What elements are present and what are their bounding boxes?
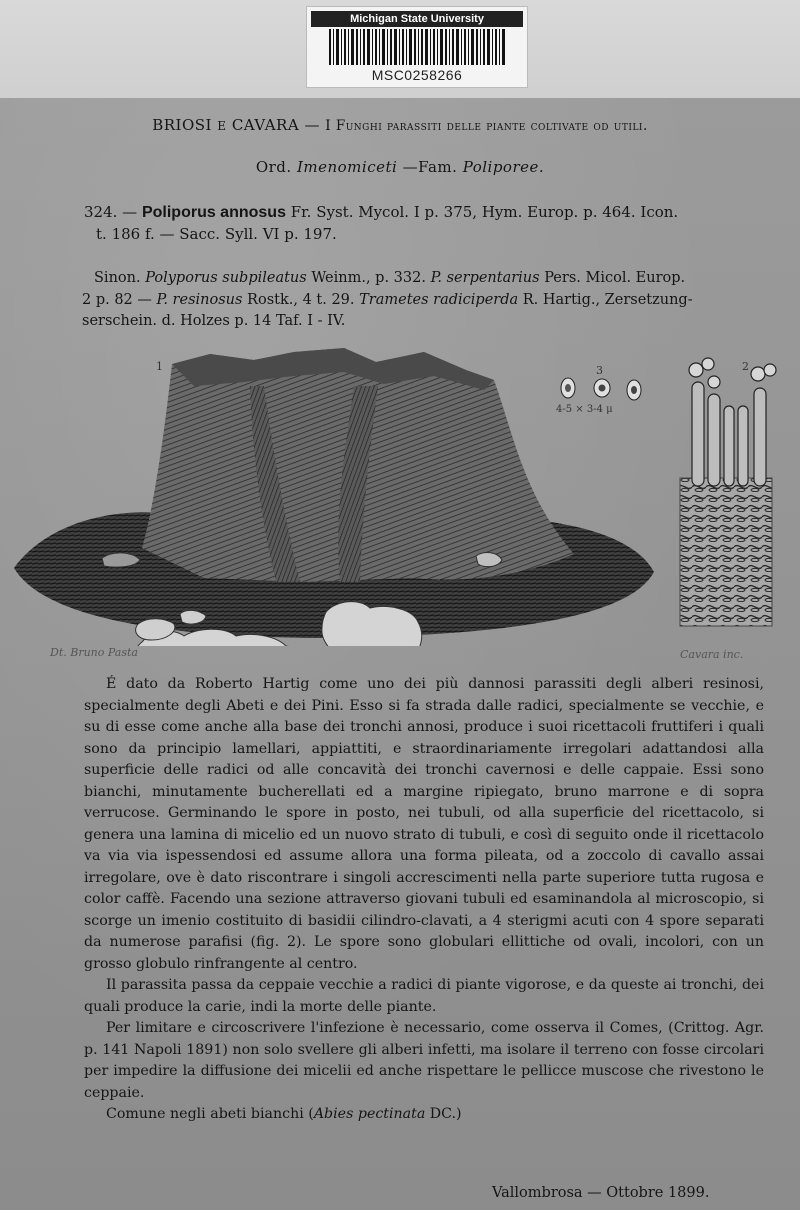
description-paragraph-3: Per limitare e circoscrivere l'infezione è necessario, come osserva il Comes, (Crittog. Agr. p. 141 Napoli 1891) non solo svellere gli alberi infetti, ma isolare il terreno con fosse circolari per impedire la diffusione dei micelii ed anche rispettare le pellicce muscose che rivestono le ceppaie.: [84, 1020, 764, 1101]
barcode-icon: [329, 29, 505, 65]
host-species: Abies pectinata: [313, 1106, 426, 1122]
engraver-signature: Cavara inc.: [680, 648, 744, 661]
header-dash: —: [304, 116, 320, 134]
order-prefix: Ord.: [255, 158, 292, 176]
synonym-4: Trametes radiciperda: [359, 291, 519, 308]
figure-label-1: 1: [156, 360, 163, 373]
author-conjunction: E: [217, 119, 227, 133]
author-briosi: BRIOSI: [152, 116, 212, 134]
series-title: I Funghi parassiti delle piante coltivate od utili.: [325, 118, 648, 134]
host-authority: DC.): [425, 1106, 462, 1122]
barcode-number: MSC0258266: [371, 67, 463, 83]
synonym-2-ref: Pers. Micol. Europ.: [544, 270, 686, 286]
synonym-2: P. serpentarius: [430, 270, 540, 286]
species-citation: Fr. Syst. Mycol. I p. 375, Hym. Europ. p. 464. Icon.: [290, 203, 679, 221]
species-number: 324. —: [84, 203, 138, 221]
description-paragraph-4: [84, 1104, 764, 1126]
basidia-illustration: [678, 352, 786, 628]
family-prefix: —Fam.: [402, 158, 458, 176]
species-citation-continued: t. 186 f. — Sacc. Syll. VI p. 197.: [96, 224, 337, 243]
institution-name: Michigan State University: [311, 11, 523, 27]
synonym-4-ref-continued: serschein. d. Holzes p. 14 Taf. I - IV.: [82, 313, 346, 329]
habitat-text: Comune negli abeti bianchi (: [106, 1106, 314, 1122]
synonym-4-ref: R. Hartig., Zersetzung-: [522, 291, 693, 308]
barcode-label: [306, 6, 528, 88]
synonyms-label: Sinon.: [94, 270, 141, 286]
species-name: Poliporus annosus: [141, 204, 286, 221]
species-entry: [84, 202, 766, 245]
herbarium-sheet: [0, 98, 800, 1210]
synonym-3: P. resinosus: [156, 291, 243, 308]
synonym-1-ref: Weinm., p. 332.: [311, 270, 426, 286]
author-cavara: CAVARA: [231, 116, 300, 134]
order-name: Imenomiceti: [296, 158, 398, 176]
illustrator-signature: Dt. Bruno Pasta: [50, 646, 138, 659]
description-paragraph-1: É dato da Roberto Hartig come uno dei più dannosi parassiti degli alberi resinosi, specialmente degli Abeti e dei Pini. Esso si fa strada dalle radici, specialmente se vecchie, e su di esse come anche alla base dei tronchi annosi, produce i suoi ricettacoli fruttiferi i quali sono da principio lamellari, appiattiti, e straordinariamente irregolari adattandosi alla superficie delle radici od alle concavità dei tronchi cavernosi e delle cappaie. Essi sono bianchi, minutamente bucherellati ed a margine ripiegato, bruno marrone e di sopra verrucose. Germinando le spore in posto, nei tubuli, od alla superficie del ricettacolo, si genera una lamina di micelio ed un nuovo strato di tubuli, e così di seguito onde il ricettacolo va via via ispessendosi ed assume allora una forma pileata, od a zoccolo di cavallo assai irregolare, ove è dato riscontrare i singoli accrescimenti nella parte superiore tutta rugosa e color caffè. Facendo una sezione attraverso giovani tubuli ed esaminandola al microscopio, si scorge un imenio costituito di basidii cilindro-clavati, a 4 sterigmi acuti con 4 spore separati da numerose parafisi (fig. 2). Le spore sono globulari ellittiche od ovali, incolori, con un grosso globulo rinfrangente al centro.: [84, 676, 764, 972]
synonym-2-ref-continued: 2 p. 82 —: [82, 291, 152, 308]
family-name: Poliporee.: [462, 158, 545, 176]
synonym-3-ref: Rostk., 4 t. 29.: [247, 291, 355, 308]
synonyms-block: [82, 268, 766, 333]
spore-scale-label: 4-5 × 3-4 μ: [556, 404, 613, 415]
synonym-1: Polyporus subpileatus: [145, 270, 307, 286]
taxonomy-line: [0, 158, 800, 176]
figure-label-3: 3: [596, 364, 603, 377]
description-paragraph-2: Il parassita passa da ceppaie vecchie a radici di piante vigorose, e da queste ai tronchi, dei quali produce la carie, indi la morte delle piante.: [84, 977, 764, 1015]
series-header: [0, 116, 800, 134]
figure-label-2: 2: [742, 360, 749, 373]
place-date-line: Vallombrosa — Ottobre 1899.: [492, 1185, 710, 1201]
description-text: [84, 674, 764, 1126]
